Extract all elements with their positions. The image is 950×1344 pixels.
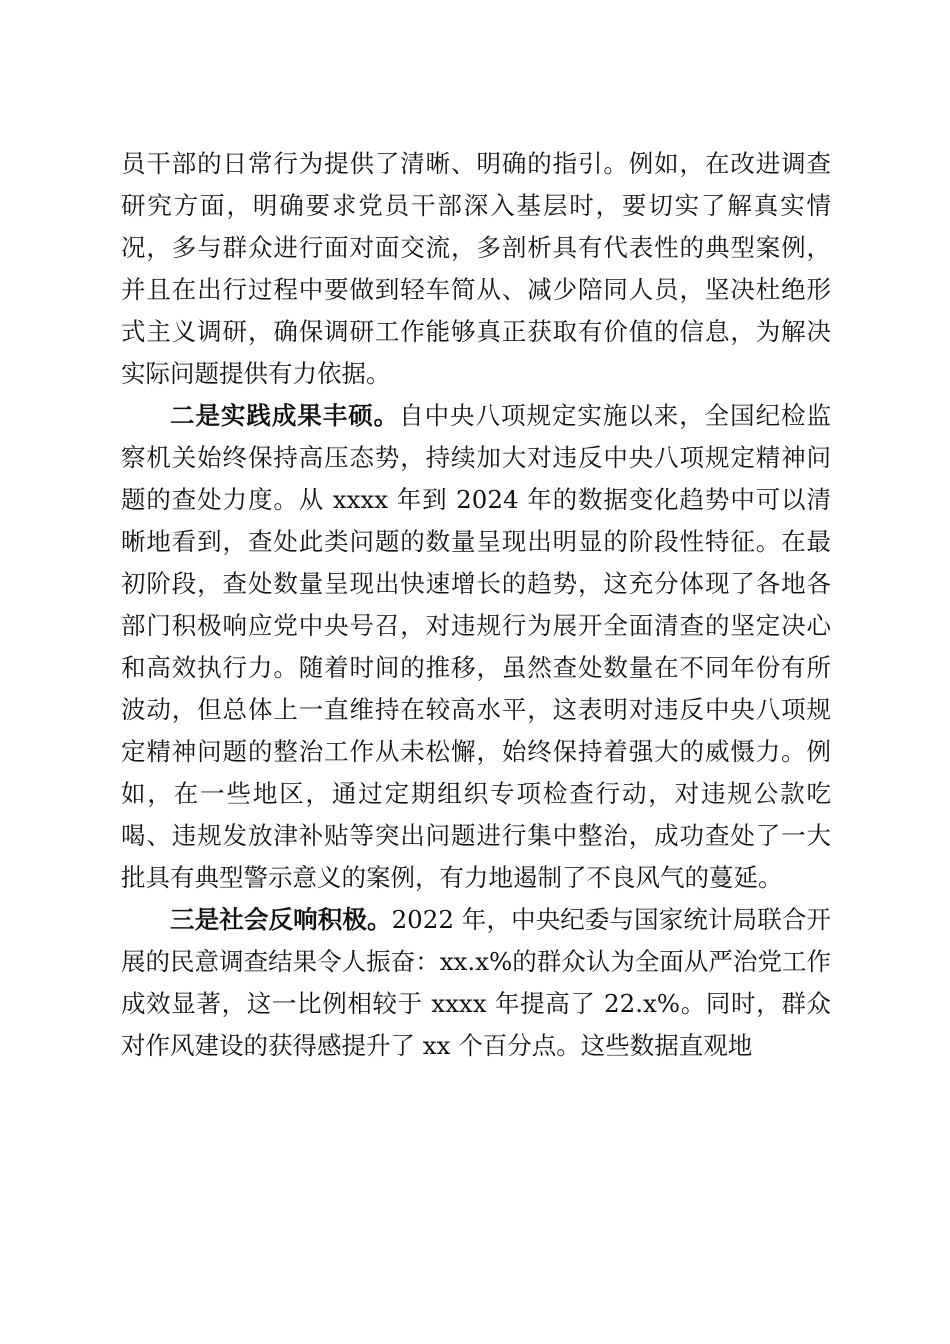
- paragraph-continuation: [121, 143, 831, 395]
- paragraph-text: 自中央八项规定实施以来，全国纪检监察机关始终保持高压态势，持续加大对违反中央八项规定精神问题的查处力度。从 xxxx 年到 2024 年的数据变化趋势中可以清晰地看到，查处此类问题的数量呈现出明显的阶段性特征。在最初阶段，查处数量呈现出快速增长的趋势，这充分体现了各地各部门积极响应党中央号召，对违规行为展开全面清查的坚定决心和高效执行力。随着时间的推移，虽然查处数量在不同年份有所波动，但总体上一直维持在较高水平，这表明对违反中央八项规定精神问题的整治工作从未松懈，始终保持着强大的威慑力。例如，在一些地区，通过定期组织专项检查行动，对违规公款吃喝、违规发放津补贴等突出问题进行集中整治，成功查处了一大批具有典型警示意义的案例，有力地遏制了不良风气的蔓延。: [121, 401, 831, 892]
- document-body: [121, 143, 831, 1067]
- paragraph-social-response: [121, 899, 831, 1067]
- paragraph-practice-results: [121, 395, 831, 899]
- paragraph-lead: 三是社会反响积极。: [170, 905, 392, 934]
- paragraph-text: 2022 年，中央纪委与国家统计局联合开展的民意调查结果令人振奋：xx.x%的群众认为全面从严治党工作成效显著，这一比例相较于 xxxx 年提高了 22.x%。同时，群众对作风建设的获得感提升了 xx 个百分点。这些数据直观地: [121, 905, 832, 1060]
- paragraph-text: 员干部的日常行为提供了清晰、明确的指引。例如，在改进调查研究方面，明确要求党员干部深入基层时，要切实了解真实情况，多与群众进行面对面交流，多剖析具有代表性的典型案例，并且在出行过程中要做到轻车简从、减少陪同人员，坚决杜绝形式主义调研，确保调研工作能够真正获取有价值的信息，为解决实际问题提供有力依据。: [121, 149, 831, 388]
- paragraph-lead: 二是实践成果丰硕。: [170, 401, 400, 430]
